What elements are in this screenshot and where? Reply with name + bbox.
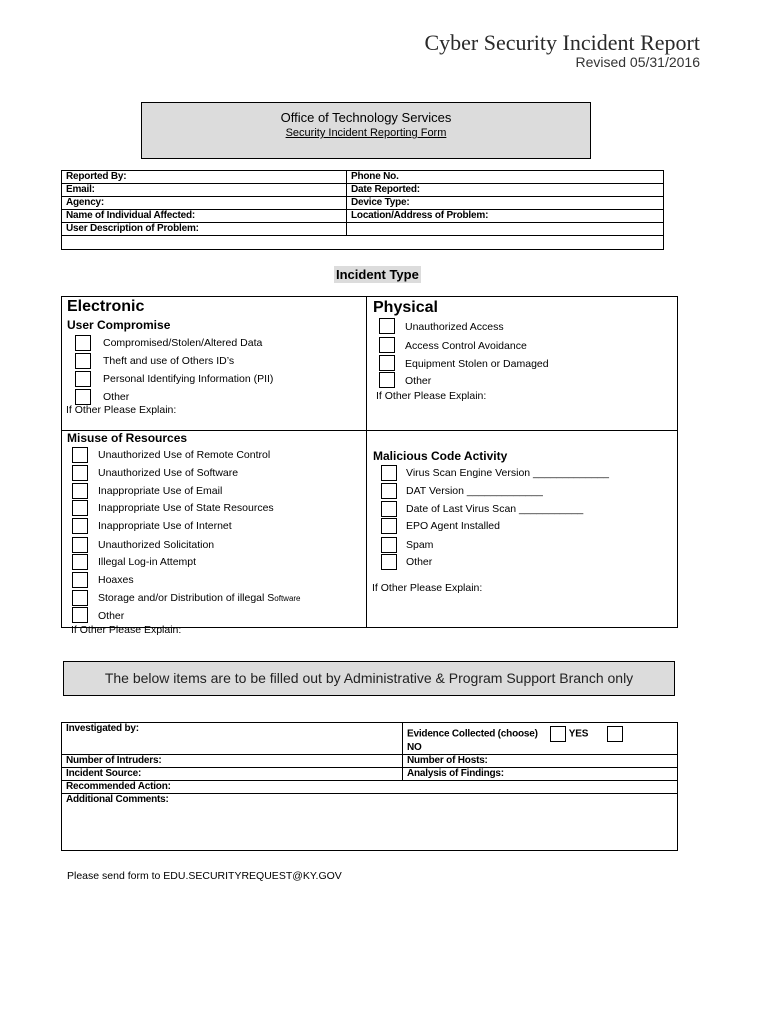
- remote-control-checkbox[interactable]: [72, 447, 88, 463]
- table-row: [62, 755, 678, 768]
- table-row: [62, 171, 664, 184]
- illegal-login-checkbox[interactable]: [72, 554, 88, 570]
- no-label: NO: [407, 742, 422, 753]
- evidence-collected-label: Evidence Collected (choose): [407, 728, 538, 740]
- hoaxes-checkbox[interactable]: [72, 572, 88, 588]
- problem-description-field[interactable]: User Description of Problem:: [62, 223, 347, 236]
- remote-control-label: Unauthorized Use of Remote Control: [98, 449, 271, 461]
- theft-ids-checkbox[interactable]: [75, 353, 91, 369]
- unauthorized-access-label: Unauthorized Access: [405, 321, 504, 333]
- revision-date: Revised 05/31/2016: [575, 54, 700, 70]
- access-control-label: Access Control Avoidance: [405, 340, 527, 352]
- virus-engine-checkbox[interactable]: [381, 465, 397, 481]
- physical-explain-label: If Other Please Explain:: [376, 390, 487, 402]
- epo-agent-label: EPO Agent Installed: [406, 520, 500, 532]
- state-resources-label: Inappropriate Use of State Resources: [98, 502, 274, 514]
- yes-checkbox[interactable]: [550, 726, 566, 742]
- unauthorized-software-checkbox[interactable]: [72, 465, 88, 481]
- malicious-explain-label: If Other Please Explain:: [372, 582, 483, 594]
- spam-checkbox[interactable]: [381, 537, 397, 553]
- access-control-checkbox[interactable]: [379, 337, 395, 353]
- yes-label: YES: [568, 728, 589, 740]
- virus-engine-label: Virus Scan Engine Version _____________: [406, 467, 609, 479]
- admin-info-table: [61, 722, 678, 851]
- unauthorized-software-label: Unauthorized Use of Software: [98, 467, 239, 479]
- malicious-other-checkbox[interactable]: [381, 554, 397, 570]
- epo-agent-checkbox[interactable]: [381, 518, 397, 534]
- physical-other-label: Other: [405, 375, 432, 387]
- no-checkbox[interactable]: [607, 726, 623, 742]
- number-of-intruders-field[interactable]: Number of Intruders:: [62, 755, 403, 768]
- location-field[interactable]: Location/Address of Problem:: [347, 210, 664, 223]
- electronic-heading: Electronic: [67, 298, 145, 315]
- admin-section-banner: The below items are to be filled out by Administrative & Program Support Branch only: [63, 661, 675, 696]
- internet-misuse-checkbox[interactable]: [72, 518, 88, 534]
- incident-type-heading: Incident Type: [336, 267, 419, 282]
- blank-row[interactable]: [62, 236, 664, 250]
- table-row: [62, 236, 664, 250]
- compromised-data-label: Compromised/Stolen/Altered Data: [103, 337, 263, 349]
- device-type-field[interactable]: Device Type:: [347, 197, 664, 210]
- office-header-box: [141, 102, 591, 159]
- evidence-collected-cell: [403, 723, 678, 755]
- solicitation-checkbox[interactable]: [72, 537, 88, 553]
- evidence-collected-line: [407, 726, 673, 742]
- state-resources-checkbox[interactable]: [72, 500, 88, 516]
- analysis-of-findings-field[interactable]: Analysis of Findings:: [403, 768, 678, 781]
- equipment-stolen-label: Equipment Stolen or Damaged: [405, 358, 549, 370]
- illegal-software-label: Storage and/or Distribution of illegal Software: [98, 592, 301, 604]
- dat-version-checkbox[interactable]: [381, 483, 397, 499]
- dat-version-label: DAT Version _____________: [406, 485, 543, 497]
- misuse-other-label: Other: [98, 610, 125, 622]
- additional-comments-field[interactable]: Additional Comments:: [62, 794, 678, 851]
- investigated-by-field[interactable]: Investigated by:: [62, 723, 403, 755]
- illegal-software-checkbox[interactable]: [72, 590, 88, 606]
- table-row: [62, 197, 664, 210]
- email-misuse-label: Inappropriate Use of Email: [98, 485, 223, 497]
- user-compromise-heading: User Compromise: [67, 318, 171, 332]
- column-divider: [366, 296, 367, 628]
- electronic-explain-label: If Other Please Explain:: [66, 404, 177, 416]
- office-name: Office of Technology Services: [280, 110, 452, 125]
- table-row: [62, 768, 678, 781]
- physical-other-checkbox[interactable]: [379, 372, 395, 388]
- individual-affected-field[interactable]: Name of Individual Affected:: [62, 210, 347, 223]
- recommended-action-field[interactable]: Recommended Action:: [62, 781, 678, 794]
- misuse-heading: Misuse of Resources: [67, 431, 188, 445]
- agency-field[interactable]: Agency:: [62, 197, 347, 210]
- internet-misuse-label: Inappropriate Use of Internet: [98, 520, 232, 532]
- last-scan-checkbox[interactable]: [381, 501, 397, 517]
- malicious-other-label: Other: [406, 556, 433, 568]
- number-of-hosts-field[interactable]: Number of Hosts:: [403, 755, 678, 768]
- incident-source-field[interactable]: Incident Source:: [62, 768, 403, 781]
- table-row: [62, 210, 664, 223]
- unauthorized-access-checkbox[interactable]: [379, 318, 395, 334]
- table-row: [62, 781, 678, 794]
- email-misuse-checkbox[interactable]: [72, 483, 88, 499]
- equipment-stolen-checkbox[interactable]: [379, 355, 395, 371]
- email-field[interactable]: Email:: [62, 184, 347, 197]
- reporter-info-table: [61, 170, 664, 250]
- electronic-other-checkbox[interactable]: [75, 389, 91, 405]
- compromised-data-checkbox[interactable]: [75, 335, 91, 351]
- phone-field[interactable]: Phone No.: [347, 171, 664, 184]
- table-row: [62, 723, 678, 755]
- pii-label: Personal Identifying Information (PII): [103, 373, 274, 385]
- misuse-other-checkbox[interactable]: [72, 607, 88, 623]
- misuse-explain-label: If Other Please Explain:: [71, 624, 182, 636]
- malicious-code-heading: Malicious Code Activity: [373, 449, 508, 463]
- table-row: [62, 184, 664, 197]
- solicitation-label: Unauthorized Solicitation: [98, 539, 215, 551]
- problem-description-value[interactable]: [347, 223, 664, 236]
- spam-label: Spam: [406, 539, 434, 551]
- pii-checkbox[interactable]: [75, 371, 91, 387]
- submission-instructions: Please send form to EDU.SECURITYREQUEST@KY.GOV: [67, 870, 342, 882]
- illegal-login-label: Illegal Log-in Attempt: [98, 556, 197, 568]
- theft-ids-label: Theft and use of Others ID’s: [103, 355, 235, 367]
- table-row: [62, 794, 678, 851]
- reported-by-field[interactable]: Reported By:: [62, 171, 347, 184]
- table-row: [62, 223, 664, 236]
- form-name: Security Incident Reporting Form: [285, 127, 447, 139]
- last-scan-label: Date of Last Virus Scan ___________: [406, 503, 584, 515]
- hoaxes-label: Hoaxes: [98, 574, 134, 586]
- physical-heading: Physical: [373, 299, 438, 316]
- electronic-other-label: Other: [103, 391, 130, 403]
- document-title: Cyber Security Incident Report: [424, 30, 700, 55]
- date-reported-field[interactable]: Date Reported:: [347, 184, 664, 197]
- illegal-software-label-suffix: oftware: [274, 594, 301, 603]
